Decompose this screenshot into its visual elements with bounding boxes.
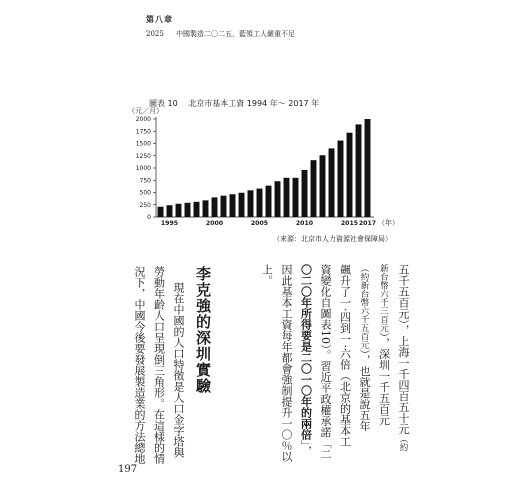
bar-2012 [320, 155, 326, 217]
body-text-run: ），也就是說五年 [358, 349, 371, 432]
bar-2006 [266, 186, 272, 217]
y-axis-label: （元／月） [128, 107, 163, 115]
bar-2013 [329, 148, 335, 217]
body-text-run: （約新台幣六千五百元 [359, 264, 369, 349]
x-tick-label: 2015 [340, 220, 359, 227]
bar-2004 [248, 190, 254, 217]
y-tick-label: 500 [139, 189, 151, 197]
body-text-run: ），深圳一千五百元 [377, 332, 391, 426]
header-year: 2025 [146, 30, 164, 38]
bar-2016 [356, 124, 362, 217]
page-number: 197 [118, 464, 138, 475]
body-text-run: 資變化自圖表10）。習近平政權承諾「二 [319, 264, 332, 460]
body-column [395, 264, 411, 452]
x-tick-label: 2010 [295, 220, 314, 227]
bar-2005 [257, 189, 263, 217]
y-tick-label: 2000 [135, 116, 151, 124]
figure-source: （來源：北京市人力資源社會保障局） [273, 235, 392, 243]
bar-1999 [203, 200, 209, 217]
x-tick-label: 2005 [250, 220, 269, 227]
body-text-run: 五千五百元 [397, 264, 410, 319]
bar-2000 [212, 197, 218, 217]
body-text-run: ） [397, 319, 410, 325]
bar-1996 [176, 204, 182, 217]
body-text-run: 〇二〇年所得要是二〇一〇年的兩倍 [299, 264, 313, 440]
body-column [259, 264, 275, 286]
body-column [317, 264, 333, 460]
running-title: 中國製造二〇二五，藍領工人嚴重不足 [176, 30, 296, 38]
bar-2015 [347, 133, 353, 217]
bar-1998 [194, 202, 200, 217]
bar-1995 [167, 205, 173, 217]
body-column [337, 264, 353, 447]
body-text-run: 新台幣六千三百元 [378, 264, 389, 332]
body-column [376, 264, 392, 426]
body-column [278, 264, 294, 462]
bar-2008 [284, 178, 290, 217]
body-text-run: （約 [398, 434, 408, 452]
bar-2010 [302, 170, 308, 217]
chapter-label: 第八章 [146, 15, 173, 24]
body-text-run: 飆升了一‧四到一‧六倍（北京的基本工 [338, 264, 352, 447]
section-body-column: 況下，中國今後要發展製造業的方法總地 [133, 266, 146, 464]
y-tick-label: 250 [139, 201, 151, 209]
bar-2002 [230, 194, 236, 217]
bar-2007 [275, 181, 281, 217]
bar-2011 [311, 160, 317, 217]
x-axis-label: （年） [378, 219, 399, 227]
y-tick-label: 0 [147, 214, 151, 222]
body-text-run: ，上海一千四百五十元 [397, 324, 410, 435]
body-text-run: 」， [299, 440, 313, 457]
x-tick-label: 2000 [205, 220, 224, 227]
body-text-run: 因此基本工資每年都會強制提升一〇％以 [280, 264, 293, 462]
y-tick-label: 1000 [135, 165, 151, 173]
bar-2003 [239, 193, 245, 217]
body-column [356, 264, 372, 432]
x-tick-label: 2017 [358, 220, 377, 227]
bar-1994 [158, 207, 164, 217]
section-body-column: 勞動年齡人口呈現倒三角形。在這樣的情 [152, 266, 166, 464]
section-title: 李克強的深圳實驗 [194, 266, 212, 394]
bar-2001 [221, 196, 227, 217]
figure-caption: 北京市基本工資 1994 年～ 2017 年 [188, 99, 320, 108]
section-body-column: 現在中國的人口特徵是人口金字塔與 [172, 282, 185, 458]
y-tick-label: 750 [139, 177, 151, 185]
body-column [298, 264, 314, 457]
bar-2009 [293, 178, 299, 217]
bar-2017 [365, 119, 371, 217]
bar-1997 [185, 203, 191, 217]
y-tick-label: 1500 [135, 140, 151, 148]
body-text-run: 上。 [260, 264, 274, 286]
y-tick-label: 1750 [135, 128, 151, 136]
bar-2014 [338, 141, 344, 217]
y-tick-label: 1250 [135, 152, 151, 160]
figure-label: 圖表 10 [149, 99, 178, 108]
x-tick-label: 1995 [160, 220, 179, 227]
